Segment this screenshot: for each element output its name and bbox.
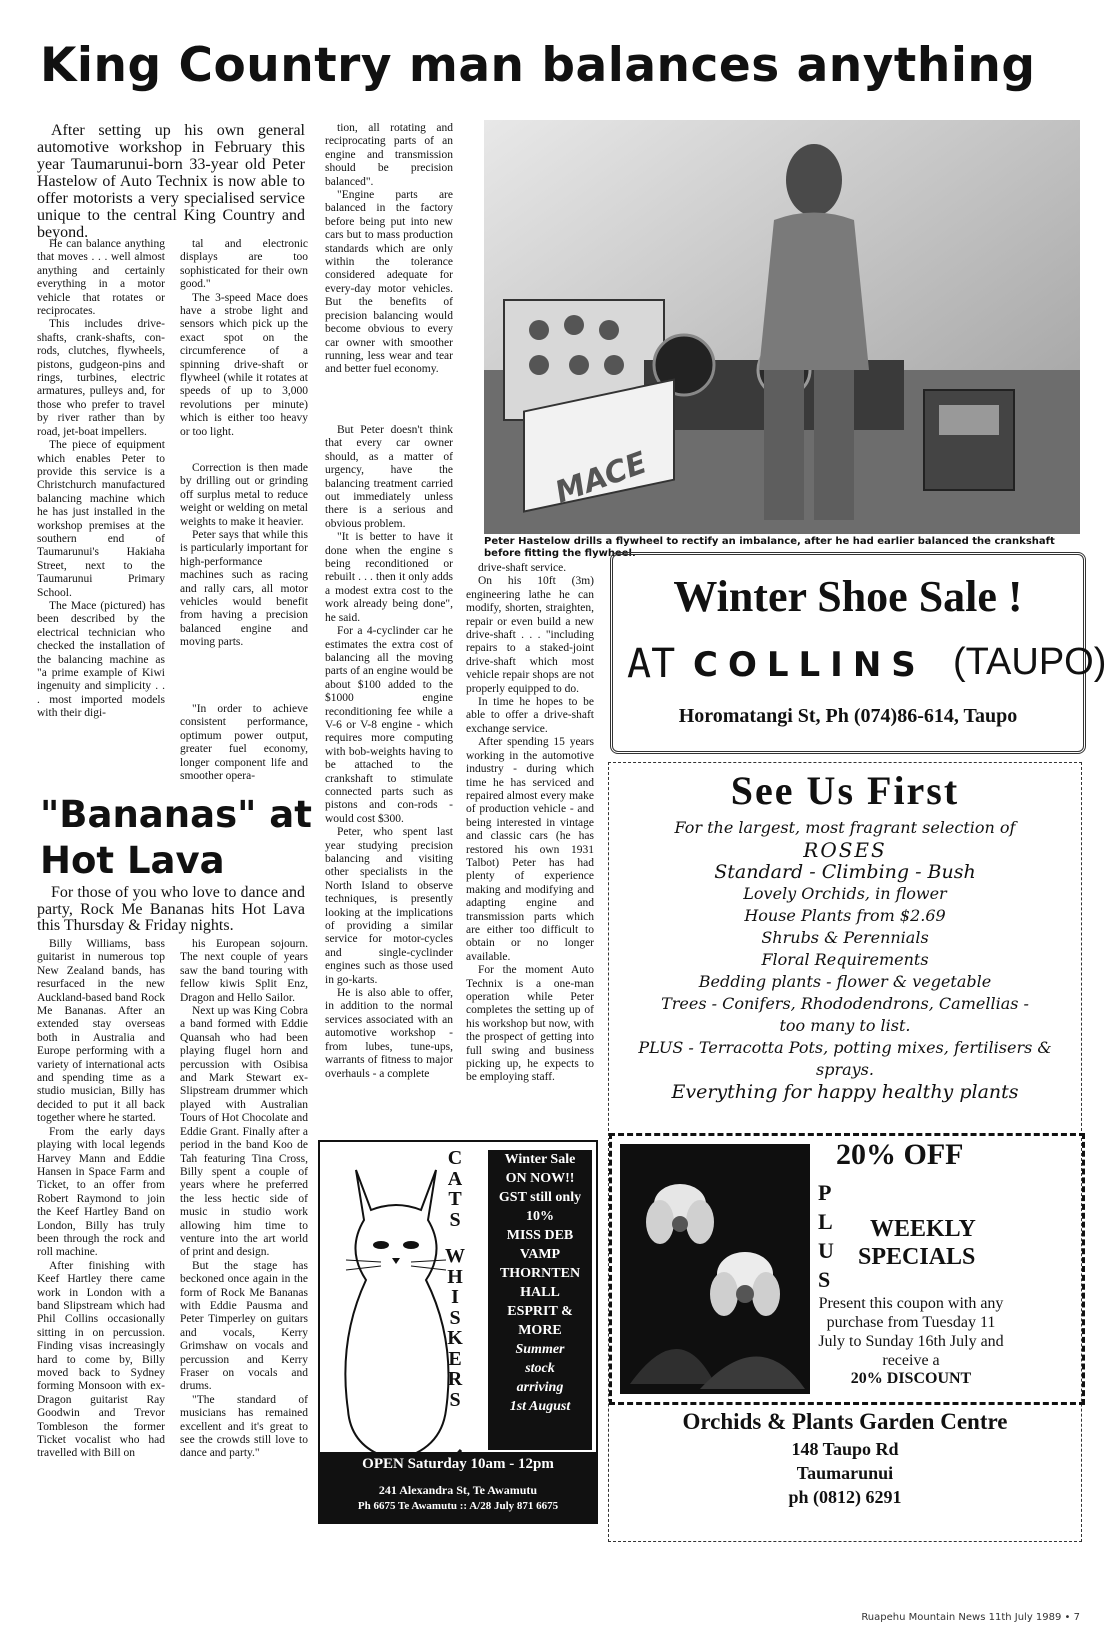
article-paragraph: "Engine parts are balanced in the factory before being put into new cars but to mass production standards which are only within the tolerance considered adequate for every-day motor vehicles. But the benefits of precision balancing would become obvious to every car owner with smoother running, less wear and tear and better fuel economy. <box>325 189 453 376</box>
orchids-ad-line: PLUS - Terracotta Pots, potting mixes, fertilisers & sprays. <box>638 1038 1052 1079</box>
plus-letter: L <box>818 1209 833 1234</box>
article-paragraph: He is also able to offer, in addition to the normal services associated with an automotive workshop - from lubes, tune-ups, warrants of fitness to major overhauls - a complete <box>325 987 453 1080</box>
article-paragraph: tal and electronic displays are too sophisticated for their own good." <box>180 238 308 291</box>
bananas-paragraph: But the stage has beckoned once again in the form of Rock Me Bananas with Eddie Pausma and Peter Timperley on guitars and vocals, Kerry Grimshaw on vocals and percussion and Kerry Fraser on vocals and drums. <box>180 1259 308 1393</box>
photo-illustration <box>484 120 1080 534</box>
cats-summer-line: stock <box>525 1361 555 1376</box>
article-column-3a <box>325 122 453 377</box>
cats-sale-line: MISS DEB <box>506 1228 574 1243</box>
cats-sale-line: ESPRIT & <box>507 1304 573 1319</box>
bananas-paragraph: Billy Williams, bass guitarist in numerous top New Zealand bands, has resurfaced in the new Auckland-based band Rock Me Bananas. After an extended stay overseas both in Australia and Europe performing with a variety of international acts and spending time as a studio musician, Billy has decided to put it all back together where he started. <box>37 938 165 1125</box>
article-column-2b <box>180 462 308 650</box>
cats-letter: C <box>447 1147 463 1169</box>
cats-letter <box>444 1230 466 1246</box>
store-town: Taumarunui <box>796 1463 894 1483</box>
orchids-ad-line: House Plants from $2.69 <box>744 906 946 925</box>
cats-letter: S <box>449 1388 461 1411</box>
cats-sale-line: THORNTEN <box>499 1266 581 1281</box>
article-paragraph: The piece of equipment which enables Peter to provide this service is a Christchurch manufactured balancing machine which he has just installed in the workshop premises at the southern end of Taumarunui's Hakiaha Street, next to the Taumarunui Primary School. <box>37 439 165 599</box>
cats-sale-line: VAMP <box>519 1247 561 1262</box>
article-paragraph: "It is better to have it done when the engine s being reconditioned or rebuilt . . . then it only adds a modest extra cost to the work already being done", he said. <box>325 531 453 624</box>
bananas-paragraph: From the early days playing with local legends Harvey Mann and Eddie Hansen in Space Farm and Ticket, to an offer from Robert Raymond to join the Keef Hartley Band on London, Billy has truly been through the rock and roll machine. <box>37 1125 165 1259</box>
orchids-ad-line: Everything for happy healthy plants <box>671 1081 1019 1103</box>
photo-caption: Peter Hastelow drills a flywheel to rectify an imbalance, after he had earlier balanced the crankshaft before fitting the flywheel. <box>484 536 1055 559</box>
article-paragraph: This includes drive-shafts, crank-shafts, con-rods, clutches, flywheels, pistons, gudgeon-pins and rings, turbines, electric armatures, pulleys and, for those who prefer to travel by river rather than by road, jet-boat impellers. <box>37 318 165 438</box>
article-paragraph: For the moment Auto Technix is a one-man operation while Peter completes the setting up of his workshop but now, with the prospect of getting into full swing and business picking up, he expects to be employing staff. <box>466 964 594 1084</box>
workshop-photo <box>484 120 1080 534</box>
article-column-4 <box>466 562 594 1085</box>
orchids-ad-line: too many to list. <box>779 1016 911 1035</box>
store-name: Orchids & Plants Garden Centre <box>682 1409 1008 1434</box>
cats-letter: E <box>448 1347 462 1370</box>
orchids-ad <box>608 762 1082 1542</box>
cats-letter: S <box>449 1208 461 1231</box>
orchid-flower-illustration <box>620 1144 810 1394</box>
collins-ad <box>610 552 1107 754</box>
cats-sale-line: ON NOW!! <box>505 1171 575 1186</box>
article-paragraph: drive-shaft service. <box>478 562 567 574</box>
orchids-ad-line: Bedding plants - flower & vegetable <box>698 972 992 991</box>
article-paragraph: "In order to achieve consistent performance, optimum power output, greater fuel economy, longer component life and smoother opera- <box>180 703 308 783</box>
orchids-ad-line: Shrubs & Perennials <box>761 928 929 947</box>
cats-whiskers-ad <box>318 1140 598 1524</box>
orchids-ad-line: Standard - Climbing - Bush <box>714 861 976 883</box>
coupon-specials: SPECIALS <box>858 1244 976 1270</box>
article-paragraph: In time he hopes to be able to offer a drive-shaft exchange service. <box>466 696 594 735</box>
article-paragraph: On his 10ft (3m) engineering lathe he can modify, shorten, straighten, repair or even build a new drive-shaft . . . "including repairs to a staked-joint drive-shaft which most vehicle repair shops are not properly equipped to do. <box>466 575 594 695</box>
plus-letter: P <box>818 1180 832 1205</box>
plus-letter: S <box>818 1267 831 1292</box>
cats-summer-line: arriving <box>516 1380 564 1395</box>
cats-letter: S <box>449 1306 461 1329</box>
cats-phone: Ph 6675 Te Awamutu :: A/28 July 871 6675 <box>357 1500 559 1512</box>
article-paragraph: The Mace (pictured) has been described by the electrical technician who checked the installation of the balancing machine as "a prime example of Kiwi ingenuity and simplicity . . . most imported models with their digi- <box>37 599 165 720</box>
orchids-ad-line: Trees - Conifers, Rhododendrons, Camellias - <box>661 994 1029 1013</box>
bananas-column-2 <box>180 938 308 1461</box>
orchids-ad-list <box>609 817 1081 1103</box>
bananas-paragraph: Next up was King Cobra a band formed with Eddie Quansah who had been playing flugel horn and percussion with Osibisa and Mark Stewart ex-Slipstream drummer which played with Australian Tours of Hot Chocolate and Eddie Grant. Finally after a period in the band Koo de Tah featuring Tina Cross, Billy spent a couple of years where he preferred the less hectic side of music in studio work allowing him time to venture into the art world of print and design. <box>180 1005 308 1259</box>
cats-letter: W <box>445 1245 465 1267</box>
cats-open-banner <box>320 1452 596 1522</box>
cats-sale-line: HALL <box>520 1285 560 1300</box>
cats-letter: I <box>451 1286 459 1308</box>
page-footer: Ruapehu Mountain News 11th July 1989 • 7 <box>861 1612 1080 1623</box>
store-phone: ph (0812) 6291 <box>788 1487 902 1507</box>
article-paragraph: Correction is then made by drilling out or grinding off surplus metal to reduce weight or welding on metal weights to make it heavier. <box>180 462 308 528</box>
cats-address: 241 Alexandra St, Te Awamutu <box>378 1483 538 1497</box>
orchids-ad-line: Floral Requirements <box>761 950 929 969</box>
orchids-ad-line: For the largest, most fragrant selection of <box>674 818 1016 837</box>
bananas-headline-line-1: "Bananas" at <box>40 793 312 836</box>
article-column-3b <box>325 424 453 1081</box>
cats-open-hours: OPEN Saturday 10am - 12pm <box>362 1456 554 1472</box>
cats-sale-line: MORE <box>518 1323 562 1338</box>
collins-ad-address: Horomatangi St, Ph (074)86-614, Taupo <box>678 705 1018 727</box>
article-paragraph: After spending 15 years working in the automotive industry - during which time he has serviced and repaired almost every make of production vehicle - and being interested in vintage and classic cars (he has restored his own 1931 Talbot) Peter has had plenty of experience making and modifying and adapting engine and transmission parts which are either too difficult to obtain or no longer available. <box>466 736 594 963</box>
cats-letter: A <box>447 1167 463 1190</box>
article-paragraph: Peter says that while this is particularly important for high-performance machines such as racing and rally cars, all motor vehicles would benefit from having a precision balanced engine and moving parts. <box>180 529 308 649</box>
orchids-ad-line: Lovely Orchids, in flower <box>743 884 947 903</box>
main-headline: King Country man balances anything <box>40 38 1036 93</box>
bananas-lead: For those of you who love to dance and party, Rock Me Bananas hits Hot Lava this Thursday & Friday nights. <box>37 884 305 934</box>
coupon <box>609 1133 1085 1405</box>
mace-label: MACE <box>550 445 652 511</box>
cats-sale-line: 10% <box>526 1209 554 1224</box>
bananas-paragraph: After finishing with Keef Hartley there came work in London with a band Slipstream which had Phil Collins occasionally sitting in on percussion. Finding visas increasingly hard to come by, Billy moved back to Sydney forming Monsoon with ex-Dragon guitarist Ray Goodwin and Trevor Tombleson the former Ticket vocalist who had travelled with Bill on <box>37 1259 165 1460</box>
cats-vertical-letters <box>444 1148 466 1410</box>
article-paragraph: He can balance anything that moves . . . well almost anything and certainly everything in a motor vehicle that rotates or reciprocates. <box>37 238 165 318</box>
article-paragraph: Peter, who spent last year studying precision balancing and visiting other specialists in the North Island to observe techniques, is presently looking at the implications of providing a similar service for motor-cycles and single-cyclinder engines such as those used in go-karts. <box>325 826 453 986</box>
bananas-headline <box>40 792 330 884</box>
cats-letter: T <box>448 1188 462 1210</box>
cats-sale-panel <box>488 1150 592 1450</box>
coupon-title: 20% OFF <box>836 1138 964 1171</box>
bananas-headline-line-2: Hot Lava <box>40 839 225 882</box>
collins-ad-brand: COLLINS <box>693 645 926 685</box>
bananas-column-1 <box>37 938 165 1461</box>
plus-letter: U <box>818 1238 834 1263</box>
coupon-text: Present this coupon with any purchase from Tuesday 11 July to Sunday 16th July and receive a <box>818 1295 1004 1369</box>
cats-letter: H <box>447 1265 463 1288</box>
article-paragraph: For a 4-cyclinder car he estimates the extra cost of balancing all the moving parts of an engine would be about $100 added to the $1000 engine reconditioning fee while a V-6 or V-8 engine - which requires more computing with bob-weights having to be attached to the crankshaft to stimulate connected parts such as pistons and con-rods - would cost $300. <box>325 625 453 825</box>
orchid-photo <box>620 1144 810 1394</box>
store-address: 148 Taupo Rd <box>791 1439 899 1459</box>
article-paragraph: The 3-speed Mace does have a strobe light and sensors which pick up the exact spot on the circumference of a spinning drive-shaft or flywheel (while it rotates at speeds of up to 3,000 revolutions per minute) which is either too heavy or too light. <box>180 291 308 438</box>
coupon-discount: 20% DISCOUNT <box>850 1370 972 1387</box>
cats-letter: K <box>447 1327 463 1349</box>
cats-sale-line: GST still only <box>498 1190 582 1205</box>
coupon-weekly: WEEKLY <box>870 1216 976 1242</box>
collins-ad-title: Winter Shoe Sale ! <box>673 572 1023 621</box>
cats-sale-line: Winter Sale <box>504 1152 576 1167</box>
orchids-ad-line: ROSES <box>803 838 887 862</box>
plus-letters <box>818 1178 834 1294</box>
collins-ad-location: (TAUPO) <box>953 641 1107 683</box>
bananas-paragraph: his European sojourn. The next couple of years saw the band touring with fellow kiwis Split Enz, Dragon and Hello Sailor. <box>180 938 308 1004</box>
bananas-paragraph: "The standard of musicians has remained excellent and it's great to see the crowds still love to dance and party." <box>180 1393 308 1460</box>
cats-summer-line: 1st August <box>509 1399 571 1414</box>
cats-letter: R <box>447 1368 463 1390</box>
orchids-ad-title: See Us First <box>730 768 960 813</box>
article-paragraph: tion, all rotating and reciprocating parts of an engine and transmission should be precision balanced". <box>325 122 453 188</box>
cats-summer-line: Summer <box>515 1342 565 1357</box>
collins-ad-at: AT <box>627 641 676 687</box>
article-column-2c <box>180 703 308 783</box>
article-paragraph: But Peter doesn't think that every car owner should, as a matter of urgency, have the balancing treatment carried out immediately unless there is a serious and obvious problem. <box>325 424 453 530</box>
article-column-1 <box>37 238 165 721</box>
article-lead: After setting up his own general automotive workshop in February this year Taumarunui-born 33-year old Peter Hastelow of Auto Technix is now able to offer motorists a very specialised service unique to the central King Country and beyond. <box>37 122 305 241</box>
article-column-2a <box>180 238 308 439</box>
